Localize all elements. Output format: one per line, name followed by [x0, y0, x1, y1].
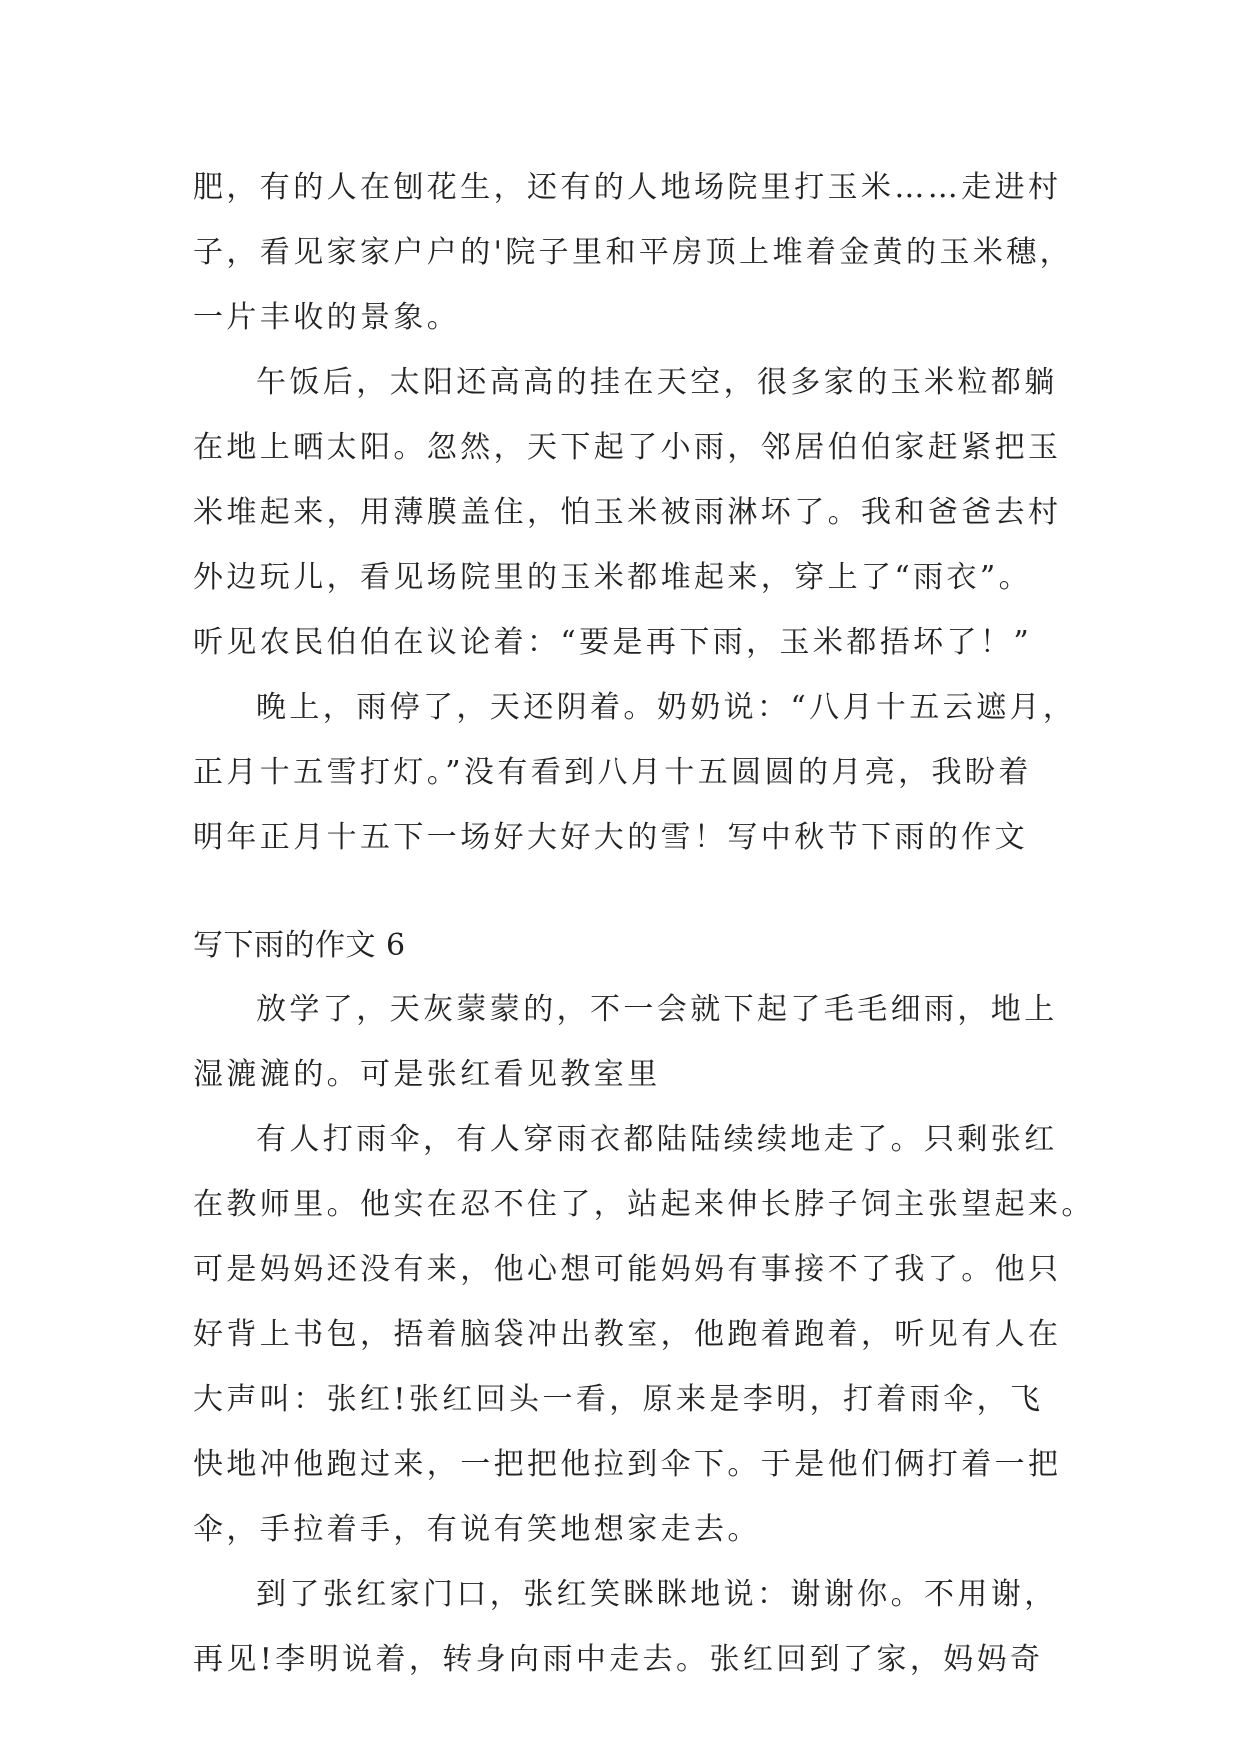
paragraph-line: 肥，有的人在刨花生，还有的人地场院里打玉米……走进村 [193, 170, 1062, 205]
paragraph-line: 伞，手拉着手，有说有笑地想家走去。 [193, 1512, 761, 1547]
paragraph-line: 放学了，天灰蒙蒙的，不一会就下起了毛毛细雨，地上 [256, 992, 1058, 1027]
paragraph-line: 米堆起来，用薄膜盖住，怕玉米被雨淋坏了。我和爸爸去村 [193, 495, 1062, 530]
paragraph-line: 外边玩儿，看见场院里的玉米都堆起来，穿上了“雨衣”。 [193, 560, 1033, 595]
paragraph-line: 到了张红家门口，张红笑眯眯地说：谢谢你。不用谢， [256, 1577, 1058, 1612]
paragraph-line: 快地冲他跑过来，一把把他拉到伞下。于是他们俩打着一把 [193, 1447, 1062, 1482]
paragraph-line: 午饭后，太阳还高高的挂在天空，很多家的玉米粒都躺 [256, 365, 1058, 400]
section-heading: 写下雨的作文 6 [193, 928, 406, 963]
paragraph-line: 明年正月十五下一场好大好大的雪！写中秋节下雨的作文 [193, 820, 1028, 855]
paragraph-line: 听见农民伯伯在议论着：“要是再下雨，玉米都捂坏了！” [193, 625, 1033, 660]
paragraph-line: 在教师里。他实在忍不住了，站起来伸长脖子饲主张望起来。 [193, 1187, 1095, 1222]
paragraph-line: 正月十五雪打灯。”没有看到八月十五圆圆的月亮，我盼着 [193, 755, 1032, 790]
paragraph-line: 一片丰收的景象。 [193, 300, 461, 335]
paragraph-line: 大声叫：张红!张红回头一看，原来是李明，打着雨伞，飞 [193, 1382, 1044, 1417]
paragraph-line: 可是妈妈还没有来，他心想可能妈妈有事接不了我了。他只 [193, 1252, 1062, 1287]
paragraph-line: 在地上晒太阳。忽然，天下起了小雨，邻居伯伯家赶紧把玉 [193, 430, 1062, 465]
paragraph-line: 有人打雨伞，有人穿雨衣都陆陆续续地走了。只剩张红 [256, 1122, 1058, 1157]
paragraph-line: 湿漉漉的。可是张红看见教室里 [193, 1057, 661, 1092]
paragraph-line: 再见!李明说着，转身向雨中走去。张红回到了家，妈妈奇 [193, 1642, 1044, 1677]
paragraph-line: 晚上，雨停了，天还阴着。奶奶说：“八月十五云遮月， [256, 690, 1077, 725]
paragraph-line: 子，看见家家户户的'院子里和平房顶上堆着金黄的玉米穗， [193, 235, 1074, 270]
paragraph-line: 好背上书包，捂着脑袋冲出教室，他跑着跑着，听见有人在 [193, 1317, 1062, 1352]
